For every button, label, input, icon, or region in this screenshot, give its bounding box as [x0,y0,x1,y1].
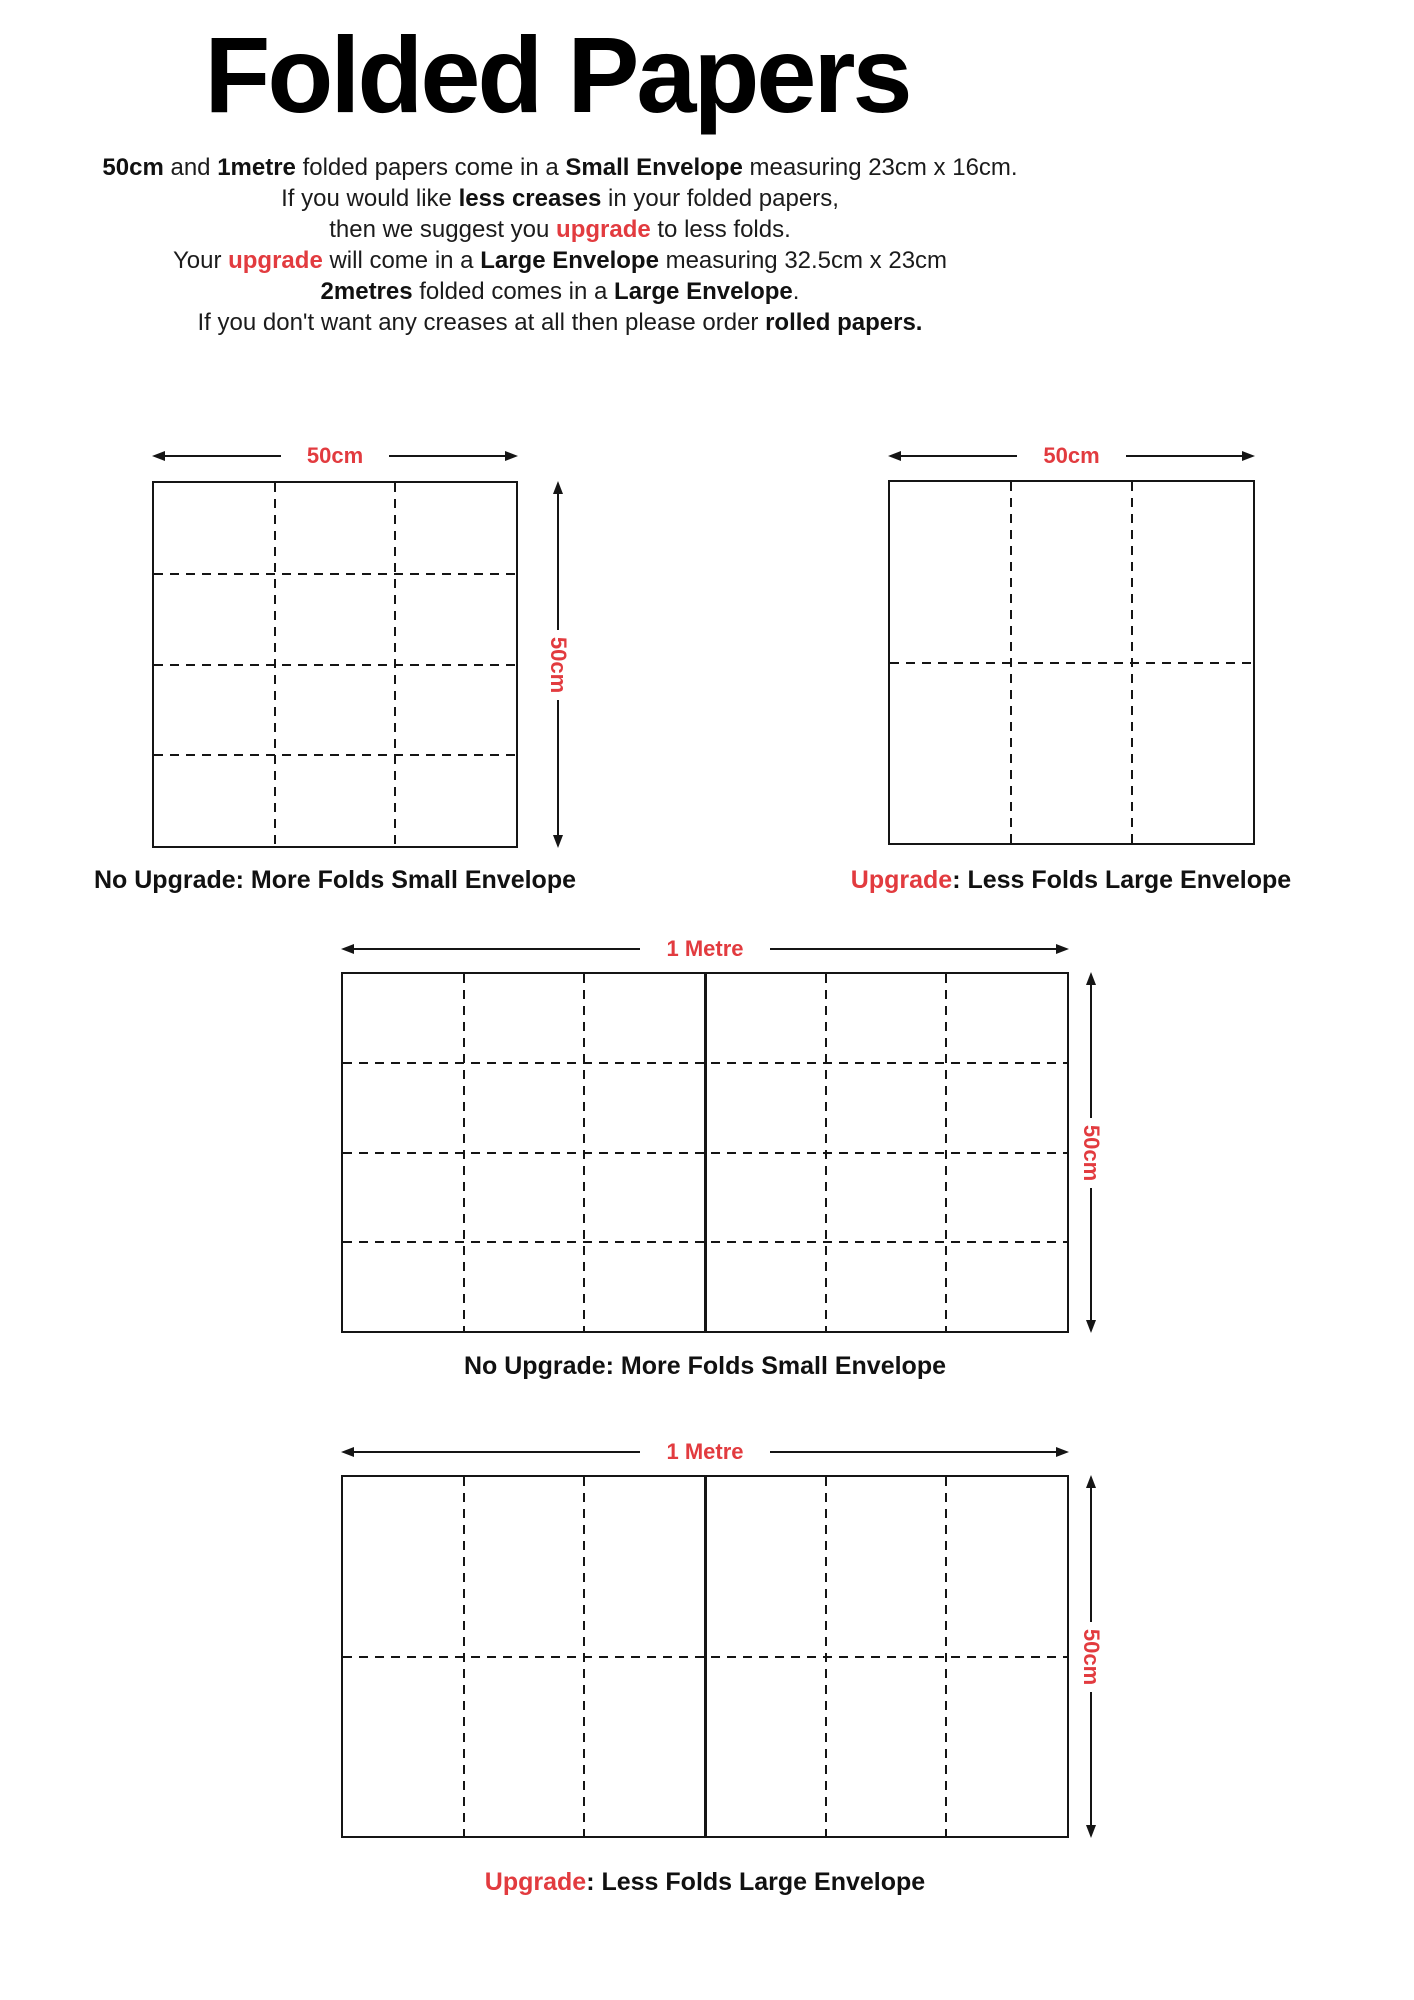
fold-line-horizontal-dashed [343,1062,1067,1064]
text-segment: folded comes in a [412,278,615,305]
text-segment: measuring 23cm x 16cm. [742,154,1018,181]
text-segment: in your folded papers, [601,185,839,212]
dimension-label: 1 Metre [666,1439,744,1464]
dimension-height-metre-less [1079,1475,1103,1838]
dimension-line [165,455,281,457]
page-title: Folded Papers [204,14,910,135]
fold-line-horizontal-dashed [343,1152,1067,1154]
text-segment: 1metre [217,154,296,181]
text-segment: 50cm [102,154,164,181]
dimension-line [1126,455,1242,457]
intro-paragraph [40,152,1080,338]
paper-sheet-small-less-folds [888,480,1255,845]
text-segment: Upgrade [850,866,953,894]
dimension-line [389,455,505,457]
arrow-right-icon [1056,1447,1069,1457]
text-segment: less creases [458,185,602,212]
dimension-width-metre-less [341,1441,1069,1463]
fold-line-horizontal-dashed [154,664,516,666]
text-segment: : Less Folds Large Envelope [952,866,1292,894]
text-segment: No Upgrade: More Folds Small Envelope [93,866,577,894]
fold-line-horizontal-dashed [154,573,516,575]
dimension-label: 50cm [1043,443,1100,468]
intro-line-5 [40,276,1080,307]
dimension-line [1090,1488,1092,1622]
text-segment: will come in a [322,247,481,274]
caption-metre-less [455,1868,955,1897]
dimension-width-small-less [888,445,1255,467]
arrow-left-icon [888,451,901,461]
fold-line-horizontal-dashed [343,1241,1067,1243]
text-segment: and [163,154,218,181]
dimension-label: 50cm [546,636,571,693]
intro-line-1 [40,152,1080,183]
dimension-line [557,700,559,836]
dimension-line [557,494,559,630]
text-segment: upgrade [556,216,651,243]
intro-line-6 [40,307,1080,338]
dimension-width-small-more [152,445,518,467]
text-segment: rolled papers. [765,309,923,336]
arrow-up-icon [553,481,563,494]
paper-sheet-metre-less-folds [341,1475,1069,1838]
caption-small-more [85,866,585,895]
intro-line-3 [40,214,1080,245]
fold-line-horizontal-dashed [154,754,516,756]
text-segment: If you don't want any creases at all then please order [197,309,766,336]
dimension-label: 50cm [306,443,364,468]
intro-line-4 [40,245,1080,276]
text-segment: : Less Folds Large Envelope [586,1868,926,1896]
dimension-line [770,948,1056,950]
dimension-line [1090,985,1092,1118]
dimension-line [901,455,1017,457]
arrow-down-icon [1086,1320,1096,1333]
fold-line-horizontal-dashed [890,662,1253,664]
text-segment: If you would like [281,185,459,212]
dimension-label: 50cm [1079,1628,1104,1685]
text-segment: Large Envelope [614,278,793,305]
intro-line-2 [40,183,1080,214]
text-segment: No Upgrade: More Folds Small Envelope [463,1352,947,1380]
dimension-height-small-more [546,481,570,848]
dimension-line [770,1451,1056,1453]
arrow-right-icon [1242,451,1255,461]
arrow-down-icon [1086,1825,1096,1838]
text-segment: Small Envelope [565,154,743,181]
dimension-height-metre-more [1079,972,1103,1333]
caption-metre-more [455,1352,955,1381]
text-segment: to less folds. [650,216,791,243]
dimension-line [1090,1188,1092,1321]
arrow-up-icon [1086,972,1096,985]
dimension-label: 1 Metre [666,936,744,961]
caption-small-less [821,866,1321,895]
text-segment: Large Envelope [480,247,659,274]
dimension-line [354,1451,640,1453]
text-segment: folded papers come in a [295,154,566,181]
dimension-label-rotated [1063,1118,1119,1188]
text-segment: Upgrade [484,1868,587,1896]
text-segment: . [792,278,800,305]
dimension-line [354,948,640,950]
arrow-down-icon [553,835,563,848]
text-segment: Your [172,247,229,274]
dimension-label-rotated [530,630,586,700]
text-segment: measuring 32.5cm x 23cm [658,247,948,274]
fold-line-horizontal-dashed [343,1656,1067,1658]
arrow-left-icon [341,944,354,954]
arrow-right-icon [1056,944,1069,954]
dimension-line [1090,1692,1092,1826]
paper-sheet-small-more-folds [152,481,518,848]
text-segment: 2metres [320,278,413,305]
arrow-right-icon [505,451,518,461]
text-segment: then we suggest you [329,216,557,243]
text-segment: upgrade [228,247,323,274]
arrow-up-icon [1086,1475,1096,1488]
dimension-label-rotated [1063,1622,1119,1692]
paper-sheet-metre-more-folds [341,972,1069,1333]
dimension-width-metre-more [341,938,1069,960]
arrow-left-icon [152,451,165,461]
arrow-left-icon [341,1447,354,1457]
dimension-label: 50cm [1079,1124,1104,1181]
